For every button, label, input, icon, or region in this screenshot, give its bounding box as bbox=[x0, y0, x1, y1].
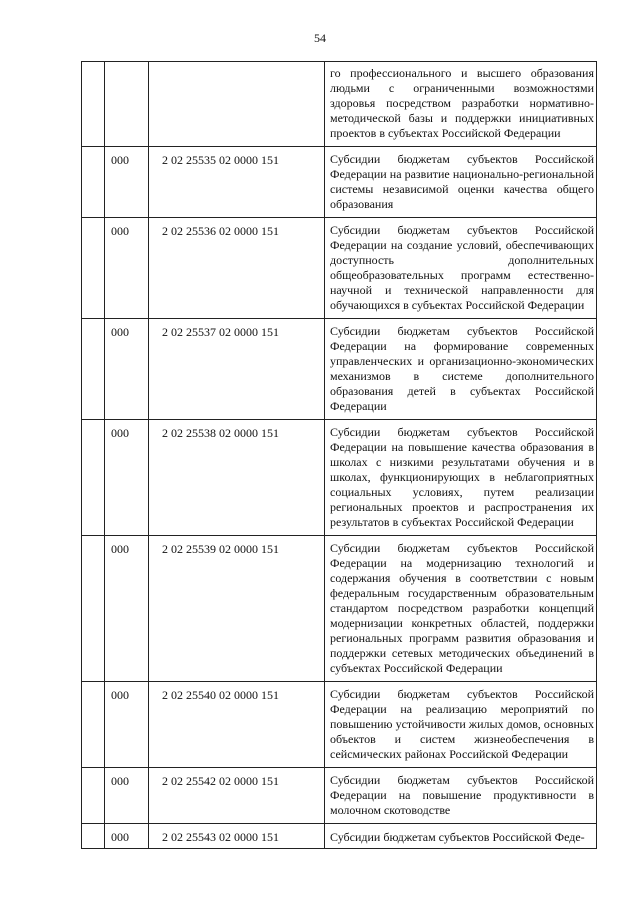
table-row bbox=[82, 420, 597, 536]
table-row-continuation bbox=[82, 62, 597, 147]
admin-code-cell: 000 bbox=[105, 682, 149, 768]
budget-code-cell: 2 02 25536 02 0000 151 bbox=[149, 218, 325, 319]
budget-code-cell bbox=[149, 62, 325, 147]
blank-column-cell bbox=[82, 824, 105, 849]
income-name-cell: го профессионального и высшего образования людьми с ограниченными возможностями здоровья посредством разработки нормативно-методической базы и поддержки инициативных проектов в субъектах Российской Федерации bbox=[325, 62, 597, 147]
table-row bbox=[82, 218, 597, 319]
income-name-cell: Субсидии бюджетам субъектов Российской Федерации на реализацию мероприятий по повышению устойчивости жилых домов, основных объектов и систем жизнеобеспечения в сейсмических районах Российской Федерации bbox=[325, 682, 597, 768]
blank-column-cell bbox=[82, 147, 105, 218]
blank-column-cell bbox=[82, 62, 105, 147]
blank-column-cell bbox=[82, 768, 105, 824]
page-number: 54 bbox=[314, 31, 326, 45]
income-name-cell: Субсидии бюджетам субъектов Российской Феде- bbox=[325, 824, 597, 849]
admin-code-cell: 000 bbox=[105, 824, 149, 849]
income-name-cell: Субсидии бюджетам субъектов Российской Федерации на повышение качества образования в школах с низкими результатами обучения и в школах, функционирующих в неблагоприятных социальных условиях, путем реализации региональных проектов и распространения их результатов в субъектах Российской Федерации bbox=[325, 420, 597, 536]
table-row bbox=[82, 147, 597, 218]
blank-column-cell bbox=[82, 218, 105, 319]
table-row bbox=[82, 319, 597, 420]
blank-column-cell bbox=[82, 682, 105, 768]
budget-code-cell: 2 02 25537 02 0000 151 bbox=[149, 319, 325, 420]
admin-code-cell: 000 bbox=[105, 420, 149, 536]
budget-code-cell: 2 02 25538 02 0000 151 bbox=[149, 420, 325, 536]
admin-code-cell bbox=[105, 62, 149, 147]
budget-code-cell: 2 02 25539 02 0000 151 bbox=[149, 536, 325, 682]
admin-code-cell: 000 bbox=[105, 218, 149, 319]
budget-code-cell: 2 02 25542 02 0000 151 bbox=[149, 768, 325, 824]
table-row bbox=[82, 682, 597, 768]
blank-column-cell bbox=[82, 420, 105, 536]
table-row bbox=[82, 824, 597, 849]
admin-code-cell: 000 bbox=[105, 768, 149, 824]
admin-code-cell: 000 bbox=[105, 536, 149, 682]
admin-code-cell: 000 bbox=[105, 147, 149, 218]
budget-code-cell: 2 02 25535 02 0000 151 bbox=[149, 147, 325, 218]
admin-code-cell: 000 bbox=[105, 319, 149, 420]
blank-column-cell bbox=[82, 319, 105, 420]
budget-code-cell: 2 02 25543 02 0000 151 bbox=[149, 824, 325, 849]
income-name-cell: Субсидии бюджетам субъектов Российской Федерации на повышение продуктивности в молочном скотоводстве bbox=[325, 768, 597, 824]
budget-code-cell: 2 02 25540 02 0000 151 bbox=[149, 682, 325, 768]
table-row bbox=[82, 768, 597, 824]
table-row bbox=[82, 536, 597, 682]
income-name-cell: Субсидии бюджетам субъектов Российской Федерации на модернизацию технологий и содержания обучения в соответствии с новым федеральным государственным образовательным стандартом посредством разработки концепций модернизации конкретных областей, поддержки региональных программ развития образования и поддержки сетевых методических объединений в субъектах Российской Федерации bbox=[325, 536, 597, 682]
income-name-cell: Субсидии бюджетам субъектов Российской Федерации на формирование современных управленческих и организационно-экономических механизмов в системе дополнительного образования детей в субъектах Российской Федерации bbox=[325, 319, 597, 420]
income-name-cell: Субсидии бюджетам субъектов Российской Федерации на развитие национально-региональной системы независимой оценки качества общего образования bbox=[325, 147, 597, 218]
budget-classification-table bbox=[81, 61, 597, 849]
blank-column-cell bbox=[82, 536, 105, 682]
income-name-cell: Субсидии бюджетам субъектов Российской Федерации на создание условий, обеспечивающих доступность дополнительных общеобразовательных программ естественно-научной и технической направленности для обучающихся в субъектах Российской Федерации bbox=[325, 218, 597, 319]
